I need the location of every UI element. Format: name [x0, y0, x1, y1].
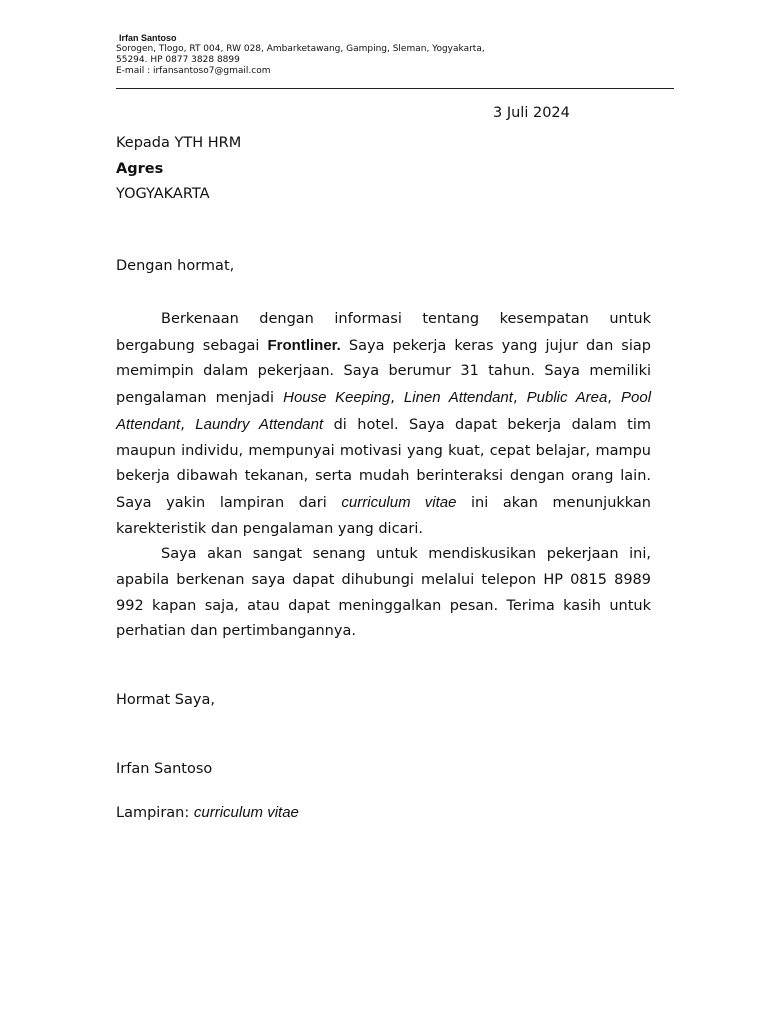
signer-name: Irfan Santoso [116, 761, 213, 777]
letterhead-name: Irfan Santoso [119, 33, 177, 43]
p1-sep-4: , [180, 416, 196, 433]
letter-date: 3 Juli 2024 [493, 105, 570, 121]
cv-term: curriculum vitae [341, 493, 457, 511]
p1-sep-2: , [512, 390, 527, 407]
letterhead-divider [116, 88, 674, 89]
recipient-city: YOGYAKARTA [116, 186, 210, 202]
p1-text-1: Berkenaan dengan informasi tentang kesempatan untuk bergabung sebagai [116, 311, 651, 354]
recipient-block [116, 131, 241, 208]
p1-sep-3: , [607, 390, 622, 407]
p1-text-2: Saya pekerja keras yang jujur dan siap memimpin dalam pekerjaan. Saya berumur 31 tahun. Saya memiliki pengalaman menjadi [116, 337, 651, 407]
letterhead-email: E-mail : irfansantoso7@gmail.com [116, 66, 271, 76]
letterhead [116, 33, 676, 77]
body-paragraph-2: Saya akan sangat senang untuk mendiskusikan pekerjaan ini, apabila berkenan saya dapat dihubungi melalui telepon HP 0815 8989 992 kapan saja, atau dapat meninggalkan pesan. Terima kasih untuk perhatian dan pertimbangannya. [116, 546, 651, 640]
recipient-company: Agres [116, 160, 164, 177]
role-house-keeping: House Keeping [283, 389, 391, 407]
attachment-label: Lampiran: [116, 805, 194, 821]
role-laundry-attendant: Laundry Attendant [195, 415, 324, 433]
p1-text-3: di hotel. Saya dapat bekerja dalam tim maupun individu, mempunyai motivasi yang kuat, cepat belajar, mampu bekerja dibawah tekanan, serta mudah berinteraksi dengan orang lain. Saya yakin lampiran dari [116, 416, 651, 511]
letter-body [116, 307, 651, 645]
attachment-line [116, 804, 299, 821]
p1-text-4: ini akan menunjukkan karekteristik dan pengalaman yang dicari. [116, 494, 651, 537]
recipient-line: Kepada YTH HRM [116, 135, 242, 151]
attachment-value: curriculum vitae [193, 804, 299, 821]
role-linen-attendant: Linen Attendant [403, 389, 513, 407]
letterhead-address-line-1: Sorogen, Tlogo, RT 004, RW 028, Ambarketawang, Gamping, Sleman, Yogyakarta, [116, 44, 485, 54]
body-paragraph-1 [116, 307, 651, 542]
position-name: Frontliner. [267, 336, 341, 354]
role-public-area: Public Area [526, 389, 608, 407]
closing: Hormat Saya, [116, 692, 215, 708]
letterhead-address-line-2: 55294. HP 0877 3828 8899 [116, 55, 240, 65]
role-pool-attendant: Pool Attendant [116, 389, 652, 433]
p1-sep-1: , [390, 390, 404, 407]
salutation: Dengan hormat, [116, 258, 235, 274]
